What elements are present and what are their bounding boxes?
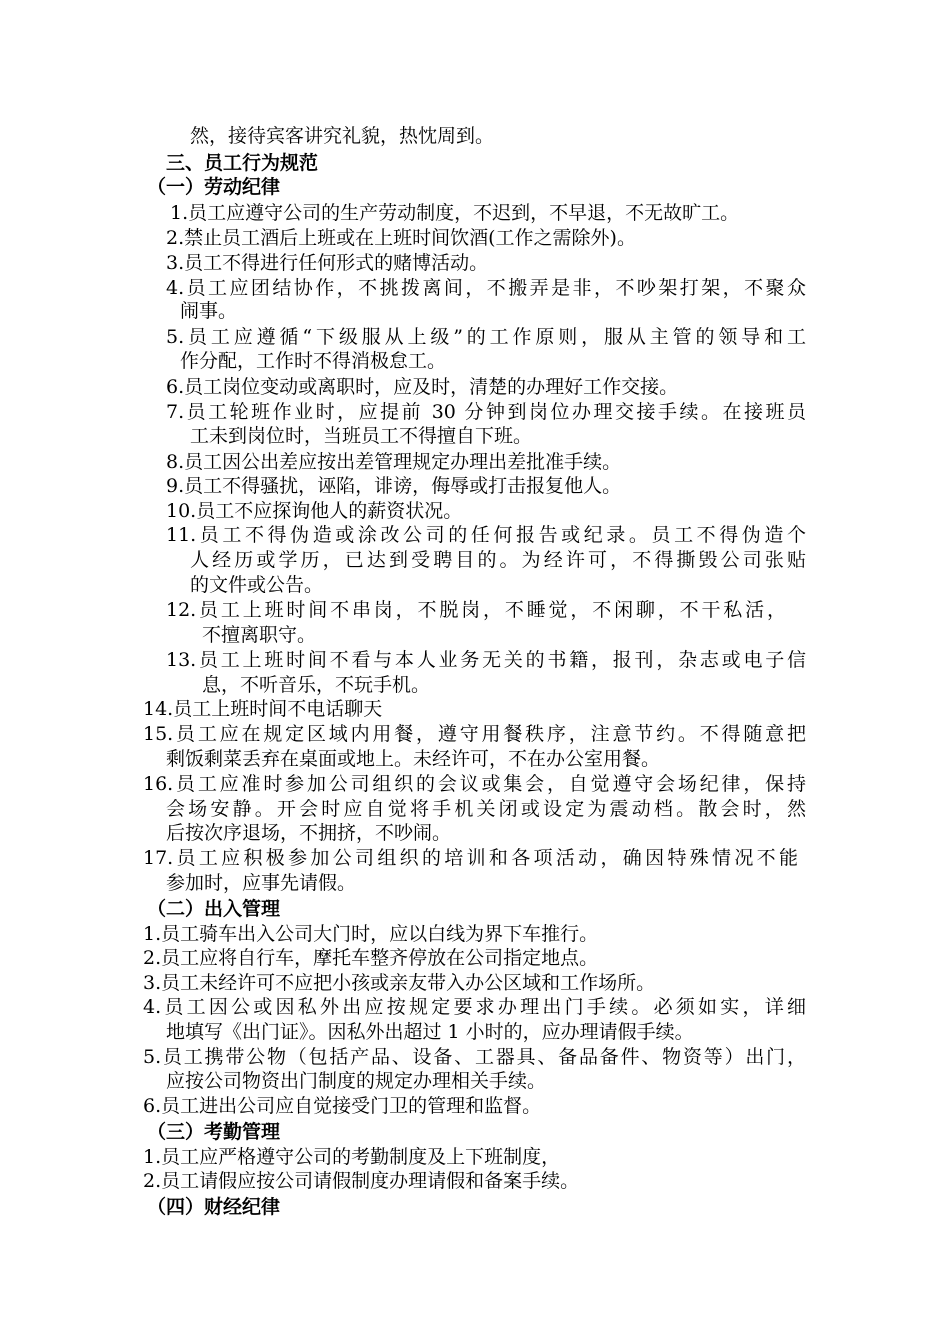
- list-item: 12.员工上班时间不串岗，不脱岗，不睡觉，不闲聊，不干私活，: [166, 599, 786, 621]
- list-item-cont: 应按公司物资出门制度的规定办理相关手续。: [166, 1070, 547, 1092]
- list-item: 3.员工不得进行任何形式的赌博活动。: [166, 252, 489, 274]
- list-item: 2.员工应将自行车，摩托车整齐停放在公司指定地点。: [143, 947, 599, 969]
- list-item: 17.员工应积极参加公司组织的培训和各项活动，确因特殊情况不能: [143, 847, 798, 869]
- subsection-title-attendance: （三）考勤管理: [147, 1121, 281, 1143]
- subsection-title-labor: （一）劳动纪律: [147, 176, 281, 198]
- list-item: 1.员工骑车出入公司大门时，应以白线为界下车推行。: [143, 923, 599, 945]
- list-item: 2.员工请假应按公司请假制度办理请假和备案手续。: [143, 1170, 580, 1192]
- list-item: 3.员工未经许可不应把小孩或亲友带入办公区域和工作场所。: [143, 972, 656, 994]
- list-item-cont: 的文件或公告。: [190, 574, 324, 596]
- list-item-cont: 剩饭剩菜丢弃在桌面或地上。未经许可，不在办公室用餐。: [166, 748, 661, 770]
- list-item-cont: 不擅离职守。: [202, 624, 317, 646]
- list-item: 9.员工不得骚扰，诬陷，诽谤，侮辱或打击报复他人。: [166, 475, 622, 497]
- list-item: 6.员工进出公司应自觉接受门卫的管理和监督。: [143, 1095, 542, 1117]
- list-item: 4.员工因公或因私外出应按规定要求办理出门手续。必须如实，详细: [143, 996, 806, 1018]
- list-item: 13.员工上班时间不看与本人业务无关的书籍，报刊，杂志或电子信: [166, 649, 806, 671]
- list-item-cont: 后按次序退场，不拥挤，不吵闹。: [166, 822, 452, 844]
- list-item-cont: 地填写《出门证》。因私外出超过 1 小时的，应办理请假手续。: [166, 1021, 694, 1043]
- list-item: 1.员工应遵守公司的生产劳动制度，不迟到，不早退，不无故旷工。: [170, 202, 740, 224]
- list-item-cont: 工未到岗位时，当班员工不得擅自下班。: [190, 425, 533, 447]
- list-item-cont: 闹事。: [180, 300, 238, 322]
- list-item: 11.员工不得伪造或涂改公司的任何报告或纪录。员工不得伪造个: [166, 524, 806, 546]
- list-item-cont: 人经历或学历，已达到受聘目的。为经许可，不得撕毁公司张贴: [190, 549, 806, 571]
- list-item: 16.员工应准时参加公司组织的会议或集会，自觉遵守会场纪律，保持: [143, 773, 806, 795]
- list-item: 8.员工因公出差应按出差管理规定办理出差批准手续。: [166, 451, 622, 473]
- subsection-title-access: （二）出入管理: [147, 898, 281, 920]
- list-item: 15.员工应在规定区域内用餐，遵守用餐秩序，注意节约。不得随意把: [143, 723, 806, 745]
- list-item: 14.员工上班时间不电话聊天: [143, 698, 383, 720]
- continuation-text: 然，接待宾客讲究礼貌，热忱周到。: [190, 125, 495, 147]
- list-item: 6.员工岗位变动或离职时，应及时，清楚的办理好工作交接。: [166, 376, 679, 398]
- list-item-cont: 参加时，应事先请假。: [166, 872, 357, 894]
- list-item: 7.员工轮班作业时，应提前 30 分钟到岗位办理交接手续。在接班员: [166, 401, 806, 423]
- list-item: 2.禁止员工酒后上班或在上班时间饮酒(工作之需除外)。: [166, 227, 636, 249]
- list-item: 1.员工应严格遵守公司的考勤制度及上下班制度，: [143, 1146, 561, 1168]
- list-item-cont: 会场安静。开会时应自觉将手机关闭或设定为震动档。散会时，然: [166, 798, 806, 820]
- subsection-title-finance: （四）财经纪律: [147, 1196, 281, 1218]
- list-item: 4.员工应团结协作，不挑拨离间，不搬弄是非，不吵架打架，不聚众: [166, 277, 806, 299]
- list-item: 5.员工携带公物（包括产品、设备、工器具、备品备件、物资等）出门，: [143, 1046, 806, 1068]
- list-item: 10.员工不应探询他人的薪资状况。: [166, 500, 463, 522]
- list-item-cont: 作分配，工作时不得消极怠工。: [180, 350, 447, 372]
- list-item: 5.员工应遵循“下级服从上级”的工作原则，服从主管的领导和工: [166, 326, 806, 348]
- list-item-cont: 息，不听音乐，不玩手机。: [202, 674, 431, 696]
- section-title: 三、员工行为规范: [166, 152, 319, 174]
